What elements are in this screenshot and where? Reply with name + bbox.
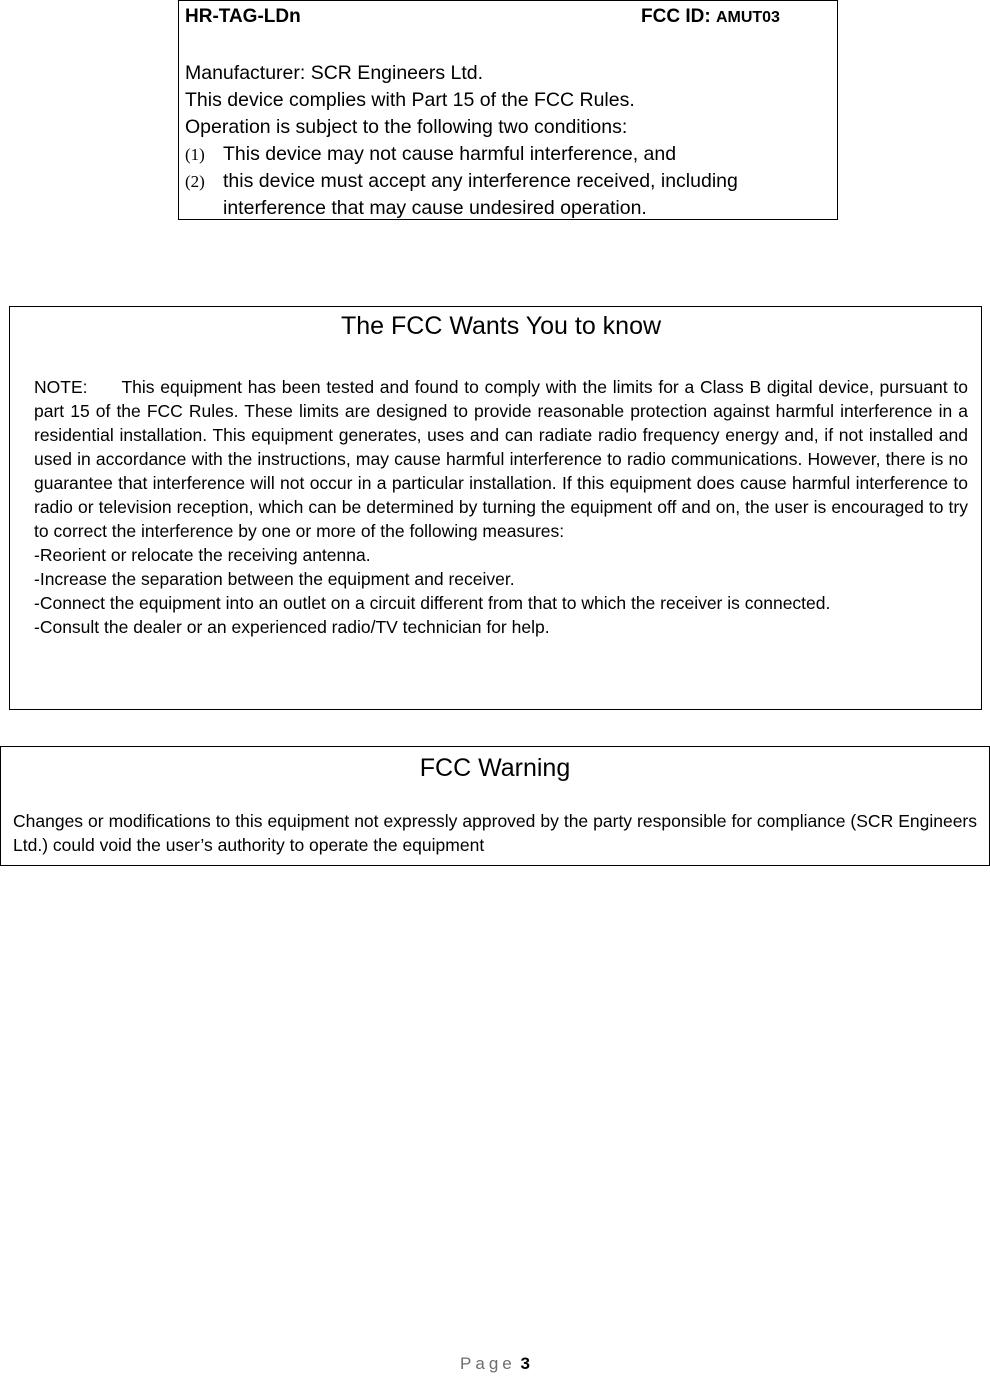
compliance-line: This device complies with Part 15 of the FCC Rules. bbox=[185, 89, 635, 111]
measure-item: -Increase the separation between the equipment and receiver. bbox=[34, 569, 515, 589]
fcc-id-value: AMUT03 bbox=[715, 9, 780, 26]
fcc-wants-box bbox=[9, 306, 982, 710]
fcc-warning-box bbox=[0, 746, 990, 866]
label-header bbox=[185, 4, 831, 30]
page-number: 3 bbox=[520, 1354, 530, 1373]
page-word: Page bbox=[460, 1354, 516, 1373]
condition-text: this device must accept any interference received, including bbox=[223, 170, 738, 192]
measure-item: -Reorient or relocate the receiving antenna. bbox=[34, 545, 371, 565]
conditions-intro: Operation is subject to the following two conditions: bbox=[185, 116, 628, 138]
measure-item: -Consult the dealer or an experienced radio/TV technician for help. bbox=[34, 617, 550, 637]
note-paragraph bbox=[34, 375, 968, 543]
fcc-label-box bbox=[178, 0, 838, 220]
fcc-id-label: FCC ID: bbox=[641, 6, 711, 27]
wants-title: The FCC Wants You to know bbox=[340, 312, 662, 340]
note-label: NOTE: bbox=[34, 377, 88, 397]
condition-text-continued: interference that may cause undesired operation. bbox=[223, 197, 647, 219]
warning-text: Changes or modifications to this equipment not expressly approved by the party responsible for compliance (SCR Engineers Ltd.) could void the user’s authority to operate the equipment bbox=[13, 811, 977, 855]
condition-text: This device may not cause harmful interference, and bbox=[223, 143, 677, 165]
fcc-id bbox=[641, 4, 780, 31]
model-name: HR-TAG-LDn bbox=[185, 6, 301, 27]
condition-number: (2) bbox=[185, 172, 205, 191]
note-text: This equipment has been tested and found to comply with the limits for a Class B digital device, pursuant to part 15 of the FCC Rules. These limits are designed to provide reasonable protection against harmful interference in a residential installation. This equipment generates, uses and can radiate radio frequency energy and, if not installed and used in accordance with the instructions, may cause harmful interference to radio communications. However, there is no guarantee that interference will not occur in a particular installation. If this equipment does cause harmful interference to radio or television reception, which can be determined by turning the equipment off and on, the user is encouraged to try to correct the interference by one or more of the following measures: bbox=[34, 377, 968, 541]
manufacturer-line: Manufacturer: SCR Engineers Ltd. bbox=[185, 62, 484, 84]
condition-number: (1) bbox=[185, 145, 205, 164]
measure-item: -Connect the equipment into an outlet on a circuit different from that to which the receiver is connected. bbox=[34, 593, 831, 613]
page-footer bbox=[0, 1352, 990, 1376]
condition-1 bbox=[185, 141, 831, 168]
condition-2 bbox=[185, 168, 831, 222]
warning-title: FCC Warning bbox=[419, 754, 571, 782]
